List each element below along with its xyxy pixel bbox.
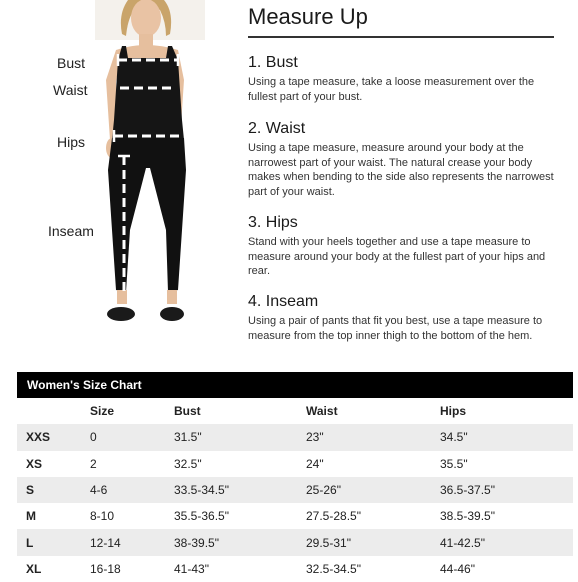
table-cell: 34.5" (440, 430, 468, 445)
hips-label: Hips (57, 134, 86, 150)
table-row (17, 529, 573, 555)
section-text: Using a pair of pants that fit you best, use a tape measure to measure from the top inner thigh to the bottom of the hem. (248, 315, 543, 342)
section-text: Stand with your heels together and use a tape measure to measure around your body at the fullest part of your hips and rear. (248, 236, 546, 277)
section-heading: 2. Waist (248, 120, 306, 137)
size-chart (17, 372, 573, 582)
section-text: Using a tape measure, take a loose measurement over the fullest part of your bust. (248, 76, 535, 103)
section-heading: 1. Bust (248, 54, 298, 71)
table-cell: 31.5" (174, 430, 202, 445)
table-cell: 38-39.5" (174, 535, 219, 550)
row-label: XL (26, 561, 42, 576)
section-text: Using a tape measure, measure around your body at the narrowest part of your waist. The natural crease your body makes when bending to the side also represents the narrowest part of your waist. (248, 142, 554, 198)
column-header: Waist (306, 404, 338, 419)
size-table (17, 398, 573, 582)
title-divider (248, 36, 554, 38)
section-heading: 3. Hips (248, 214, 298, 231)
table-cell: 44-46" (440, 561, 475, 576)
table-row (17, 503, 573, 529)
table-cell: 29.5-31" (306, 535, 351, 550)
row-label: L (26, 535, 34, 550)
model-illustration (0, 0, 240, 362)
bust-label: Bust (57, 55, 86, 71)
table-cell: 38.5-39.5" (440, 509, 495, 524)
table-row (17, 556, 573, 582)
row-label: XS (26, 456, 43, 471)
table-cell: 32.5-34.5" (306, 561, 361, 576)
table-row (17, 451, 573, 477)
table-cell: 41-42.5" (440, 535, 485, 550)
table-cell: 2 (90, 456, 97, 471)
section-bust (248, 54, 556, 104)
column-header: Bust (174, 404, 201, 419)
table-cell: 35.5-36.5" (174, 509, 229, 524)
column-header (17, 398, 90, 424)
table-cell: 36.5-37.5" (440, 483, 495, 498)
column-header: Size (90, 404, 115, 419)
section-hips (248, 214, 556, 279)
table-header-row (17, 398, 573, 424)
size-chart-title: Women's Size Chart (17, 372, 573, 398)
row-label: M (26, 509, 36, 524)
table-cell: 16-18 (90, 561, 121, 576)
column-header: Hips (440, 404, 467, 419)
table-cell: 12-14 (90, 535, 121, 550)
table-cell: 24" (306, 456, 324, 471)
table-cell: 32.5" (174, 456, 202, 471)
table-cell: 8-10 (90, 509, 115, 524)
section-inseam (248, 293, 556, 343)
section-waist (248, 120, 556, 199)
table-cell: 27.5-28.5" (306, 509, 361, 524)
table-cell: 23" (306, 430, 324, 445)
table-cell: 4-6 (90, 483, 108, 498)
guide-title: Measure Up (248, 4, 368, 29)
table-cell: 35.5" (440, 456, 468, 471)
table-cell: 33.5-34.5" (174, 483, 229, 498)
inseam-label: Inseam (48, 223, 94, 239)
row-label: XXS (26, 430, 51, 445)
table-cell: 0 (90, 430, 97, 445)
section-heading: 4. Inseam (248, 293, 319, 310)
model-figure (0, 0, 240, 362)
table-row (17, 477, 573, 503)
table-row (17, 424, 573, 450)
row-label: S (26, 483, 35, 498)
waist-label: Waist (53, 82, 88, 98)
table-cell: 41-43" (174, 561, 209, 576)
table-cell: 25-26" (306, 483, 341, 498)
